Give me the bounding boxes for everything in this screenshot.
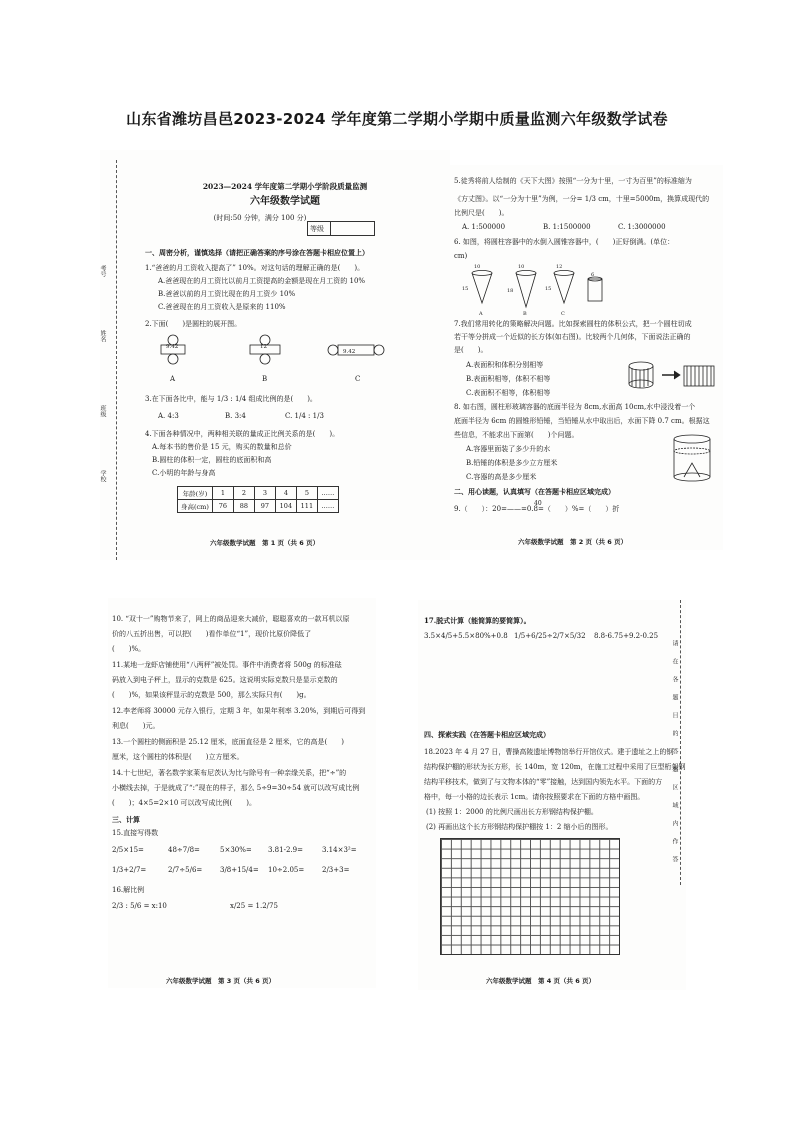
q9-text: 9.（ ）：20=——=0.8=（ ）%=（ ）折 [454, 505, 620, 513]
section-2-heading: 二、用心读题，认真填写（在答题卡相应区域完成） [454, 487, 615, 496]
table-cell: 身高(cm) [178, 500, 213, 513]
q5-option-c: C. 1:3000000 [618, 223, 666, 231]
calc-6: 1/3+2/7= [112, 866, 147, 874]
table-cell: 97 [254, 500, 275, 513]
page-2-footer: 六年级数学试题 第 2 页（共 6 页） [518, 538, 628, 546]
q9-fraction-numerator: 40 [534, 500, 542, 507]
stub-label-name: 姓名 [99, 330, 106, 342]
calc-2: 48÷7/8= [168, 846, 200, 854]
q6-dim-7: 15 [545, 286, 552, 292]
q4-option-a: A.每本书的售价是 15 元，购买的数量和总价 [152, 443, 292, 451]
table-cell: …… [317, 500, 338, 513]
q2-label-a: A [170, 375, 176, 383]
page-1-footer: 六年级数学试题 第 1 页（共 6 页） [210, 539, 320, 547]
q5-line-1: 5.徒秀将前人绘制的《天下大图》按照“一分为十里，一寸为百里”的标准缩为 [454, 177, 692, 185]
q15-text: 15.直接写得数 [112, 829, 159, 837]
q2-text: 2.下面( )是圆柱的展开图。 [145, 320, 242, 328]
q12-line-1: 12.李老师将 30000 元存入银行，定期 3 年，如果年利率 3.20%，到期后可得到 [112, 707, 366, 715]
stub-label-school: 学校 [99, 470, 106, 482]
table-cell: 104 [275, 500, 296, 513]
q8-line-1: 8. 如右图，圆柱形玻璃容器的底面半径为 8cm,水面高 10cm,水中浸没着一个 [454, 403, 696, 411]
q2-label-c: C [355, 375, 361, 383]
q10-line-3: ( )%。 [112, 645, 146, 653]
exam-header: 2023—2024 学年度第二学期小学阶段质量监测 [202, 182, 368, 191]
q2-label-b: B [262, 375, 268, 383]
q7-line-3: 是( )。 [454, 346, 488, 354]
calc-8: 3/8+15/4= [220, 866, 259, 874]
q6-line-2: cm) [454, 252, 468, 260]
table-cell: 4 [275, 487, 296, 500]
q13-line-2: 厘米，这个圆柱的体积是( )立方厘米。 [112, 753, 244, 761]
table-cell: …… [317, 487, 338, 500]
q5-line-2: 《方丈图》。以“一分为十里”为例，一分= 1/3 cm，十里=5000m，换算成现代的 [454, 195, 710, 203]
q12-line-2: 利息( )元。 [112, 722, 160, 730]
table-cell: 2 [233, 487, 254, 500]
document-title: 山东省潍坊昌邑2023-2024 学年度第二学期小学期中质量监测六年级数学试卷 [126, 110, 668, 128]
table-cell: 88 [233, 500, 254, 513]
grade-box [307, 221, 375, 236]
exam-page-3 [108, 598, 376, 988]
expression-3: 8.8-6.75+9.2-0.25 [594, 632, 659, 640]
q6-label-a: A [479, 311, 483, 317]
cylinder-to-cuboid-figure [626, 360, 718, 390]
q3-text: 3.在下面各比中，能与 1/3 : 1/4 组成比例的是( )。 [145, 395, 317, 403]
q8-line-3: 些信息，不能求出下面第( )个问题。 [454, 431, 579, 439]
q3-option-c: C. 1/4 : 1/3 [285, 412, 324, 420]
q1-option-b: B.爸爸以前的月工资比现在的月工资少 10% [158, 290, 296, 298]
table-cell: 3 [254, 487, 275, 500]
page-3-footer: 六年级数学试题 第 3 页（共 6 页） [166, 977, 276, 985]
q4-option-b: B.圆柱的体积一定，圆柱的底面积和高 [152, 456, 272, 464]
q6-dim-6: 18 [507, 288, 514, 294]
exam-page-2 [448, 165, 723, 550]
exam-info: (时间:50 分钟，满分 100 分) [213, 214, 307, 222]
glass-container-figure [670, 433, 716, 485]
q14-line-2: 小横线去掉，于是就成了“:”现在的样子，那么 5÷9=30÷54 就可以改写成比例 [112, 784, 360, 792]
section-1-heading: 一、周密分析，谨慎选择（请把正确答案的序号涂在答题卡相应位置上） [145, 248, 369, 257]
q18-line-2: 结构保护棚的形状为长方形，长 140m，宽 120m，在施工过程中采用了巨型桁架钢 [424, 763, 686, 771]
q5-line-3: 比例尺是( )。 [454, 209, 509, 217]
q5-option-a: A. 1:500000 [462, 223, 506, 231]
q2-dim-b: 12 [260, 344, 267, 350]
calc-4: 3.81-2.9= [268, 846, 303, 854]
net-c [328, 345, 384, 355]
q8-option-c: C.容器的高是多少厘米 [466, 473, 537, 481]
expression-2: 1/5+6/25÷2/7×5/32 [514, 632, 586, 640]
stub-label-exam-no: 考号 [99, 265, 106, 277]
q11-line-1: 11.某地一龙虾店铺使用“八两秤”被处罚。事件中消费者将 500g 的标准砝 [112, 661, 342, 669]
drawing-grid[interactable] [440, 838, 620, 955]
table-cell: 1 [212, 487, 233, 500]
q6-dim-5: 15 [462, 286, 469, 292]
q5-option-b: B. 1:1500000 [543, 223, 591, 231]
q1-option-c: C.爸爸现在的月工资收入是原来的 110% [158, 303, 286, 311]
exam-page-4 [418, 600, 686, 990]
binding-line [116, 160, 117, 560]
calc-9: 10÷2.05= [268, 866, 305, 874]
table-cell: 111 [296, 500, 317, 513]
grade-label: 等级 [310, 225, 324, 233]
q8-option-b: B.铅锤的体积是多少立方厘米 [466, 459, 558, 467]
q10-line-1: 10. “双十一”购物节来了，网上的商品迎来大减价，聪聪喜欢的一款耳机以原 [112, 615, 350, 623]
q2-dim-a: 9.42 [166, 344, 179, 350]
q6-dim-2: 10 [518, 264, 525, 270]
q3-option-a: A. 4:3 [158, 412, 179, 420]
q10-line-2: 价的八五折出售，可以把( )看作单位“1”，现价比原价降低了 [112, 630, 312, 638]
stub-label-class: 班级 [99, 405, 106, 417]
q6-cone-figure [460, 265, 610, 313]
exam-subtitle: 六年级数学试题 [250, 196, 320, 207]
q13-line-1: 13.一个圆柱的侧面积是 25.12 厘米，底面直径是 2 厘米，它的高是( ) [112, 738, 344, 746]
q2-net-figures [155, 333, 395, 373]
q4-text: 4.下面各种情况中，两种相关联的量成正比例关系的是( )。 [145, 430, 340, 438]
q18-line-4: 格中，每一小格的边长表示 1cm。请你按照要求在下面的方格中画图。 [424, 793, 645, 801]
page-4-footer: 六年级数学试题 第 4 页（共 6 页） [486, 977, 596, 985]
q7-line-1: 7.我们常用转化的策略解决问题。比如探索圆柱的体积公式，把一个圆柱切成 [454, 320, 692, 328]
q6-label-c: C [561, 311, 565, 317]
calc-3: 5×30%= [220, 846, 252, 854]
proportion-1: 2/3 : 5/6 = x:10 [112, 902, 167, 910]
q1-option-a: A.爸爸现在的月工资比以前月工资提高的金额是现在月工资的 10% [158, 277, 366, 285]
calc-7: 2/7÷5/6= [168, 866, 203, 874]
answer-margin-note: 请在各题目的答题区域内作答 [671, 640, 678, 874]
q7-option-a: A.表面积和体积分别相等 [466, 361, 544, 369]
proportion-2: x/25 = 1.2/75 [230, 902, 278, 910]
q8-option-a: A.容器里面装了多少升的水 [466, 445, 551, 453]
expression-1: 3.5×4/5+5.5×80%+0.8 [424, 632, 508, 640]
table-row [178, 487, 339, 500]
q6-line-1: 6. 如图，将圆柱容器中的水倒入圆锥容器中，( )正好倒满。(单位： [454, 238, 675, 246]
q7-option-b: B.表面积相等，体积不相等 [466, 375, 551, 383]
grade-divider [330, 222, 331, 235]
q11-line-2: 码放入到电子秤上，显示的克数是 625。这说明实际克数只是显示克数的 [112, 676, 338, 684]
q11-line-3: ( )%，如果该秤显示的克数是 500，那么实际只有( )g。 [112, 691, 311, 699]
q2-dim-c: 9.42 [343, 349, 356, 355]
answer-margin-line [680, 600, 681, 885]
q14-line-3: ( )；4×5=2×10 可以改写成比例( )。 [112, 799, 257, 807]
q14-line-1: 14.十七世纪，著名数学家莱布尼茨认为比与除号有一种亲缘关系，把“÷”的 [112, 769, 347, 777]
q16-text: 16.解比例 [112, 886, 145, 894]
q6-dim-3: 12 [556, 264, 563, 270]
q18-step-2: (2) 再画出这个长方形钢结构保护棚按 1：2 缩小后的图形。 [426, 823, 613, 831]
calc-1: 2/5×15= [112, 846, 144, 854]
q7-option-c: C.表面积不相等，体积相等 [466, 389, 551, 397]
table-cell: 76 [212, 500, 233, 513]
table-row [178, 500, 339, 513]
q3-option-b: B. 3:4 [225, 412, 246, 420]
q8-line-2: 底面半径为 6cm 的圆锥形铅锤，当铅锤从水中取出后，水面下降 0.7 cm。根据这 [454, 417, 710, 425]
q17-text: 17.脱式计算（能简算的要简算）。 [424, 616, 531, 625]
q6-dim-4: 6 [591, 272, 595, 278]
q1-text: 1.“爸爸的月工资收入提高了” 10%。对这句话的理解正确的是( )。 [145, 264, 365, 272]
section-4-heading: 四、探索实践（在答题卡相应区域完成） [424, 730, 550, 739]
calc-5: 3.14×3²= [322, 846, 357, 854]
q18-line-1: 18.2023 年 4 月 27 日，曹操高陵遗址博物馆举行开馆仪式。建于遗址之上的钢 [424, 748, 674, 756]
age-height-table [177, 486, 339, 513]
q18-step-1: (1) 按照 1：2000 的比例尺画出长方形钢结构保护棚。 [426, 808, 598, 816]
q4-option-c: C.小明的年龄与身高 [152, 469, 216, 477]
q18-line-3: 结构平移技术，做到了与文物本体的“零”接触，达到国内领先水平。下面的方 [424, 778, 663, 786]
exam-page-1 [100, 150, 450, 560]
q6-label-b: B [523, 311, 527, 317]
table-cell: 5 [296, 487, 317, 500]
calc-10: 2/3+3= [322, 866, 350, 874]
q6-dim-1: 10 [474, 264, 481, 270]
table-cell: 年龄(岁) [178, 487, 213, 500]
q7-line-2: 若干等分拼成一个近似的长方体(如右图)。比较两个几何体，下面说法正确的 [454, 333, 691, 341]
section-3-heading: 三、计算 [112, 815, 140, 824]
